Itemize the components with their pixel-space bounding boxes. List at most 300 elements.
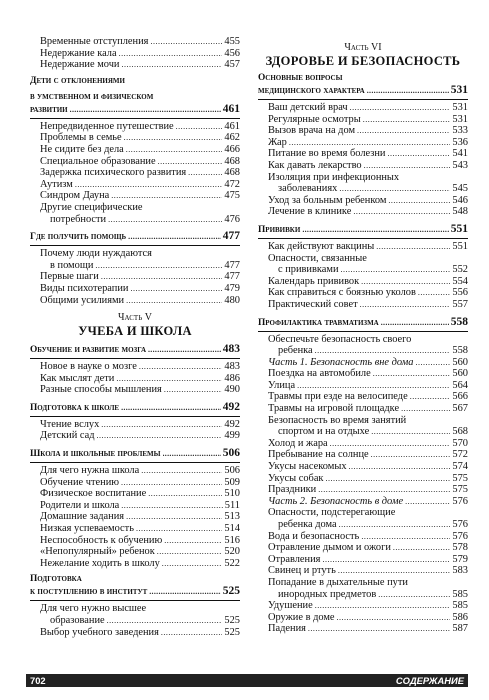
toc-entry-title: Физическое воспитание [40,488,147,500]
toc-entry-title: Попадание в дыхательные пути [268,576,408,588]
toc-leader-dots [337,612,451,624]
toc-section-heading [30,447,240,463]
toc-section-heading [258,223,468,239]
toc-entry [258,253,468,276]
toc-entry-page: 531 [452,102,468,113]
toc-leader-dots [121,500,223,512]
toc-leader-dots [315,600,451,612]
toc-entry-page: 543 [452,159,468,171]
section-heading-line [258,84,468,97]
toc-entry-page: 546 [452,194,468,206]
toc-entry-title: Часть 2. Безопасность в доме [268,495,404,507]
toc-entry-title: Практический совет [268,298,358,310]
toc-entry [258,137,468,149]
toc-entry-page: 541 [452,148,468,160]
toc-leader-dots [101,419,222,431]
toc-entry-title: Общими усилиями [40,294,125,306]
toc-entry [30,248,240,271]
toc-leader-dots [162,558,223,570]
toc-entry-page: 468 [224,167,240,179]
toc-entry [30,121,240,133]
section-heading-text: Обучение и развитие мозга [30,345,146,356]
toc-leader-dots [157,546,223,558]
toc-leader-dots [136,523,222,535]
toc-entry-page: 468 [224,155,240,167]
toc-entry [258,600,468,612]
toc-leader-dots [381,317,449,329]
toc-entry-page: 520 [224,546,240,558]
section-heading-line [30,447,240,460]
section-heading-line [30,585,240,598]
toc-leader-dots [101,271,223,283]
toc-entry-page: 533 [452,125,468,137]
toc-entry [30,156,240,168]
toc-entry-page: 490 [224,384,240,396]
toc-entry-page: 475 [224,190,240,202]
toc-entry [258,380,468,392]
toc-entry-page: 499 [224,430,240,442]
toc-leader-dots [371,449,451,461]
toc-entry-continuation [268,519,468,531]
toc-entry-title: Родители и школа [40,499,120,511]
toc-leader-dots [330,438,451,450]
part-title: ЗДОРОВЬЕ И БЕЗОПАСНОСТЬ [265,54,461,68]
toc-entry-page: 575 [452,484,468,496]
section-heading-line [258,223,468,236]
toc-entry-title: Опасности, связанные [268,252,367,264]
toc-entry-title: Травмы при езде на велосипеде [268,391,408,403]
toc-entry-title: Выбор учебного заведения [40,626,159,638]
toc-leader-dots [111,190,222,202]
toc-leader-dots [378,589,450,601]
toc-leader-dots [401,403,450,415]
toc-entry-page: 513 [224,511,240,523]
toc-leader-dots [124,132,223,144]
toc-entry-page: 509 [224,476,240,488]
toc-leader-dots [128,231,221,243]
toc-entry-page: 574 [452,461,468,473]
toc-leader-dots [349,461,451,473]
toc-entry-page: 556 [452,287,468,299]
toc-entry-title: Опасности, подстерегающие [268,507,396,519]
part-label: Часть V [118,312,152,324]
toc-entry-continuation [40,214,240,226]
section-heading-page: 525 [222,585,240,598]
toc-entry-title: Часть 1. Безопасность вне дома [268,356,414,368]
toc-entry-page: 566 [452,391,468,403]
toc-leader-dots [158,156,223,168]
toc-entry-title: Изоляция при инфекционных [268,171,400,183]
toc-entry-title-cont: спортом и на отдыхе [278,426,370,438]
toc-entry-page: 570 [452,437,468,449]
toc-entry-title-cont: в помощи [50,259,94,271]
section-heading-page: 483 [222,343,240,356]
toc-leader-dots [302,224,448,236]
toc-entry-title: Удушение [268,600,313,612]
section-rule [258,238,468,239]
toc-entry [30,627,240,639]
section-heading-text: медицинского характера [258,86,365,96]
toc-leader-dots [376,241,450,253]
toc-entry [30,546,240,558]
toc-entry [30,361,240,373]
section-heading-text: к поступлению в институт [30,587,148,598]
toc-section-heading [30,76,240,119]
toc-entry [30,144,240,156]
toc-leader-dots [405,496,450,508]
toc-entry-title: Улица [268,379,296,391]
toc-entry [258,473,468,485]
toc-entry-page: 466 [224,143,240,155]
toc-entry-page: 483 [224,361,240,373]
toc-entry [30,430,240,442]
toc-entry-title: Синдром Дауна [40,190,110,202]
toc-leader-dots [350,102,451,114]
toc-entry [258,415,468,438]
toc-entry [258,438,468,450]
toc-entry-title: Разные способы мышления [40,384,162,396]
toc-leader-dots [339,183,450,195]
toc-leader-dots [139,361,223,373]
section-heading-text: Подготовка к школе [30,402,120,413]
toc-entry-title-cont: заболеваниях [278,183,338,195]
toc-entry-title: Падения [268,623,306,635]
toc-entry [30,535,240,547]
toc-right-column [258,36,468,635]
toc-entry-title: Регулярные осмотры [268,113,361,125]
toc-entry-title: Жар [268,136,287,148]
toc-entry-page: 456 [224,47,240,59]
toc-leader-dots [387,148,450,160]
toc-entry-title: Чтение вслух [40,418,100,430]
section-heading-page: 492 [222,400,240,413]
toc-entry-title: Домашние задания [40,511,125,523]
section-heading-line: Основные вопросы [258,73,343,83]
toc-entry-page: 516 [224,534,240,546]
section-rule [30,118,240,119]
part-heading [258,42,468,68]
toc-entry-page: 472 [224,178,240,190]
section-rule [258,331,468,332]
section-rule [30,245,240,246]
toc-entry-title: Укусы насекомых [268,461,347,473]
section-heading-page: 477 [222,230,240,243]
page-footer [26,674,468,687]
toc-entry-title: Аутизм [40,178,73,190]
toc-leader-dots [75,179,223,191]
toc-leader-dots [393,542,450,554]
toc-entry-page: 551 [452,240,468,252]
section-heading-line [258,316,468,329]
toc-entry-title: Поездка на автомобиле [268,368,371,380]
section-heading-text: Школа и школьные проблемы [30,449,161,460]
toc-entry-title: Низкая успеваемость [40,523,134,535]
section-rule [258,99,468,100]
toc-entry [30,384,240,396]
toc-entry [258,612,468,624]
toc-leader-dots [130,283,222,295]
toc-leader-dots [371,426,450,438]
toc-entry [258,507,468,530]
toc-leader-dots [325,473,450,485]
toc-leader-dots [341,264,451,276]
toc-entry-page: 479 [224,282,240,294]
toc-entry-title: Пребывание на солнце [268,449,369,461]
toc-leader-dots [339,519,451,531]
toc-entry [258,114,468,126]
toc-left-column [30,36,240,638]
toc-entry [258,496,468,508]
toc-leader-dots [361,531,450,543]
toc-entry-title: Отравление дымом и ожоги [268,542,391,554]
toc-entry-page: 477 [224,271,240,283]
toc-entry-title: Проблемы в семье [40,132,122,144]
toc-section-heading [258,73,468,100]
section-heading-line: Дети с отклонениями [30,75,125,86]
toc-entry-title: Для чего нужно высшее [40,603,147,615]
section-heading-line [30,401,240,414]
part-label: Часть VI [344,42,382,53]
toc-leader-dots [364,160,451,172]
toc-entry-page: 576 [452,495,468,507]
toc-entry [30,167,240,179]
toc-entry-page: 585 [452,588,468,600]
toc-entry-page: 492 [224,418,240,430]
toc-entry-title: Вода и безопасность [268,530,360,542]
toc-entry-title: Отравления [268,553,321,565]
section-heading-text: развитии [30,104,68,115]
toc-leader-dots [363,114,451,126]
toc-entry-title: Временные отступления [40,36,149,47]
toc-entry [258,334,468,357]
toc-leader-dots [148,344,221,356]
toc-entry [258,542,468,554]
toc-leader-dots [176,121,223,133]
toc-entry-title: Виды психотерапии [40,282,129,294]
toc-entry-page: 572 [452,449,468,461]
toc-entry-title: Вызов врача на дом [268,125,356,137]
toc-entry-page: 578 [452,542,468,554]
toc-entry-page: 558 [452,345,468,357]
section-rule [30,462,240,463]
toc-entry [30,419,240,431]
toc-entry-page: 560 [452,356,468,368]
toc-leader-dots [108,214,222,226]
toc-entry-title: Свинец и ртуть [268,565,336,577]
toc-entry-page: 585 [452,600,468,612]
toc-leader-dots [164,384,223,396]
toc-entry [258,241,468,253]
toc-section-heading [30,574,240,601]
toc-section-heading [30,343,240,359]
toc-entry-title: Недержание кала [40,47,117,59]
toc-entry [258,148,468,160]
toc-entry-page: 455 [224,36,240,47]
toc-entry [258,554,468,566]
toc-leader-dots [121,402,221,414]
toc-leader-dots [164,535,222,547]
toc-entry-title: Задержка психического развития [40,167,187,179]
toc-leader-dots [70,104,221,116]
toc-entry-page: 552 [452,264,468,276]
toc-leader-dots [322,554,450,566]
toc-entry-title: Почему люди нуждаются [40,248,152,260]
toc-leader-dots [410,391,451,403]
toc-entry [258,125,468,137]
toc-entry-title: Ваш детский врач [268,102,348,113]
toc-leader-dots [188,167,222,179]
toc-entry-title: Обучение чтению [40,476,120,488]
toc-entry [258,160,468,172]
toc-entry [30,373,240,385]
toc-entry-page: 525 [224,626,240,638]
toc-entry-title: «Непопулярный» ребенок [40,546,155,558]
toc-entry [30,179,240,191]
section-rule [30,358,240,359]
toc-entry-page: 486 [224,372,240,384]
section-heading-page: 531 [450,84,468,96]
toc-entry [258,461,468,473]
toc-entry-page: 548 [452,206,468,218]
toc-leader-dots [121,59,222,71]
toc-leader-dots [126,511,222,523]
toc-entry [258,391,468,403]
toc-entry-page: 545 [452,183,468,195]
toc-entry-page: 583 [452,565,468,577]
toc-entry [30,190,240,202]
toc-leader-dots [418,287,451,299]
toc-entry-page: 536 [452,136,468,148]
section-heading-text: Где получить помощь [30,232,127,243]
toc-entry [258,449,468,461]
toc-entry-title: Непредвиденное путешествие [40,120,174,132]
toc-entry-title: Обеспечьте безопасность своего [268,333,412,345]
toc-entry [30,59,240,71]
toc-leader-dots [150,36,222,48]
toc-section-heading [30,230,240,246]
toc-leader-dots [107,615,223,627]
toc-entry-title: Как справиться с боязнью уколов [268,287,416,299]
toc-leader-dots [95,260,222,272]
toc-entry [258,623,468,635]
toc-entry [30,488,240,500]
toc-section-heading [30,401,240,417]
section-heading-page: 551 [450,222,468,235]
toc-leader-dots [126,295,222,307]
toc-entry-title: Детский сад [40,430,95,442]
toc-entry [30,36,240,48]
toc-entry [30,132,240,144]
toc-leader-dots [367,85,449,97]
section-rule [30,600,240,601]
toc-entry-title: Оружие в доме [268,611,335,623]
toc-entry-page: 586 [452,611,468,623]
toc-entry-title: Первые шаги [40,271,99,283]
toc-entry-title-cont: с прививками [278,264,339,276]
toc-entry-title-cont: ребенка [278,345,313,357]
section-heading-line [30,343,240,356]
part-heading [30,312,240,338]
part-title: УЧЕБА И ШКОЛА [78,324,192,339]
toc-entry-page: 462 [224,132,240,144]
toc-entry-page: 567 [452,403,468,415]
section-heading-line: в умственном и физическом [30,91,154,102]
toc-entry-page: 457 [224,59,240,71]
toc-leader-dots [161,627,223,639]
toc-leader-dots [361,276,450,288]
section-heading-line [30,230,240,243]
toc-entry-page: 514 [224,523,240,535]
toc-leader-dots [318,484,450,496]
toc-entry [258,172,468,195]
toc-entry-title: Укусы собак [268,472,324,484]
toc-entry [30,500,240,512]
toc-entry [30,48,240,60]
toc-leader-dots [289,137,451,149]
toc-entry-title: Специальное образование [40,155,156,167]
section-heading-line [30,103,240,116]
toc-entry-page: 568 [452,426,468,438]
toc-entry-page: 554 [452,275,468,287]
toc-entry-title: Питание во время болезни [268,148,386,160]
toc-entry [258,299,468,311]
toc-entry-title: Праздники [268,484,317,496]
toc-leader-dots [338,565,451,577]
toc-entry-page: 511 [224,499,240,511]
toc-entry-page: 576 [452,530,468,542]
toc-entry [258,577,468,600]
toc-entry-title: Холод и жара [268,437,328,449]
toc-leader-dots [149,586,221,598]
toc-entry-title: Другие специфические [40,201,143,213]
toc-entry-page: 525 [224,615,240,626]
toc-entry-continuation [40,615,240,627]
section-rule [30,416,240,417]
toc-entry [30,271,240,283]
toc-entry-title-cont: образование [50,615,105,626]
toc-entry-continuation [268,426,468,438]
toc-entry-page: 480 [224,294,240,306]
toc-entry-title: Травмы на игровой площадке [268,403,400,415]
toc-entry-continuation [268,264,468,276]
toc-entry-page: 557 [452,298,468,310]
toc-entry [258,565,468,577]
toc-entry-page: 522 [224,557,240,569]
toc-leader-dots [119,48,223,60]
toc-leader-dots [308,623,450,635]
section-heading-text: Прививки [258,224,301,235]
toc-entry-page: 531 [452,113,468,125]
toc-leader-dots [121,477,222,489]
toc-section-heading [258,316,468,332]
toc-entry [258,403,468,415]
toc-entry-continuation [268,345,468,357]
toc-entry-title: Недержание мочи [40,59,120,71]
section-heading-page: 506 [222,447,240,460]
toc-leader-dots [141,465,222,477]
toc-entry [30,202,240,225]
toc-leader-dots [415,357,450,369]
toc-entry [30,295,240,307]
section-heading-text: Профилактика травматизма [258,317,379,328]
toc-entry-title: Для чего нужна школа [40,465,140,477]
toc-entry [30,603,240,626]
toc-entry [258,368,468,380]
toc-entry-continuation [268,183,468,195]
section-heading-page: 558 [450,315,468,328]
toc-entry-page: 564 [452,379,468,391]
toc-leader-dots [163,448,221,460]
